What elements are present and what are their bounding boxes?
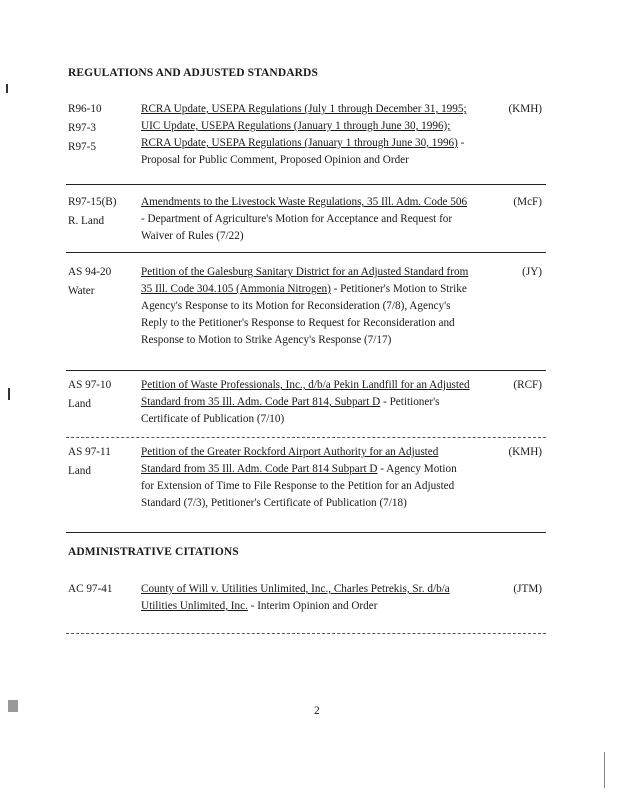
scan-speck	[604, 752, 605, 788]
entry-initials: (JTM)	[513, 583, 542, 595]
entry-description	[141, 264, 471, 349]
docket-ids	[68, 444, 138, 482]
divider	[66, 252, 546, 253]
divider	[66, 437, 546, 438]
entry-initials: (McF)	[513, 196, 542, 208]
docket-number: R97-3	[68, 122, 96, 134]
entry-action: - Petitioner's Motion to Strike Agency's Response to its Motion for Reconsideration (7/8), Agency's Reply to the Petitioner's Response to Request for Reconsideration and Response to Motion to Strike Agency's Response (7/17)	[141, 283, 467, 346]
entry-action: - Proposal for Public Comment, Proposed Opinion and Order	[141, 137, 465, 166]
entry-action: - Petitioner's Certificate of Publication (7/10)	[141, 396, 440, 425]
divider	[66, 370, 546, 371]
media-type: R. Land	[68, 215, 105, 227]
docket-number: R97-15(B)	[68, 196, 117, 208]
entry-description	[141, 101, 471, 169]
scan-speck	[8, 388, 10, 400]
scan-speck	[8, 700, 18, 712]
docket-ids	[68, 377, 138, 415]
entry-initials: (RCF)	[513, 379, 542, 391]
section-heading-administrative-citations: ADMINISTRATIVE CITATIONS	[68, 546, 239, 558]
entry-action: - Interim Opinion and Order	[247, 600, 378, 612]
docket-number: R97-5	[68, 141, 96, 153]
entry-description	[141, 581, 471, 615]
section-heading-regulations: REGULATIONS AND ADJUSTED STANDARDS	[68, 67, 318, 79]
entry-title: Petition of Waste Professionals, Inc., d/b/a Pekin Landfill for an Adjusted Standard from 35 Ill. Adm. Code Part 814, Subpart D	[141, 379, 470, 408]
entry-title: Amendments to the Livestock Waste Regulations, 35 Ill. Adm. Code 506	[141, 196, 468, 208]
docket-ids	[68, 264, 138, 302]
docket-number: AS 97-10	[68, 379, 112, 391]
divider	[66, 633, 546, 634]
entry-title: RCRA Update, USEPA Regulations (July 1 through December 31, 1995; UIC Update, USEPA Regulations (January 1 through June 30, 1996); RCRA Update, USEPA Regulations (January 1 through June 30, 1996)	[141, 103, 467, 149]
scan-speck	[6, 84, 8, 93]
media-type: Water	[68, 285, 95, 297]
docket-ids	[68, 581, 138, 600]
entry-description	[141, 194, 471, 245]
entry-description	[141, 377, 471, 428]
divider	[66, 184, 546, 185]
entry-action: - Agency Motion for Extension of Time to File Response to the Petition for an Adjusted Standard (7/3), Petitioner's Certificate of Publication (7/18)	[141, 463, 457, 509]
divider	[66, 532, 546, 533]
entry-action: - Department of Agriculture's Motion for Acceptance and Request for Waiver of Rules (7/22)	[141, 213, 453, 242]
docket-ids	[68, 194, 138, 232]
docket-ids	[68, 101, 138, 158]
page-number: 2	[314, 705, 320, 717]
entry-initials: (KMH)	[508, 446, 542, 458]
media-type: Land	[68, 465, 91, 477]
docket-number: AS 97-11	[68, 446, 111, 458]
entry-initials: (KMH)	[508, 103, 542, 115]
docket-number: R96-10	[68, 103, 102, 115]
media-type: Land	[68, 398, 91, 410]
entry-title: County of Will v. Utilities Unlimited, Inc., Charles Petrekis, Sr. d/b/a Utilities Unlimited, Inc.	[141, 583, 450, 612]
entry-title: Petition of the Greater Rockford Airport Authority for an Adjusted Standard from 35 Ill. Adm. Code Part 814 Subpart D	[141, 446, 439, 475]
docket-number: AS 94-20	[68, 266, 112, 278]
entry-description	[141, 444, 471, 512]
docket-number: AC 97-41	[68, 583, 113, 595]
entry-title: Petition of the Galesburg Sanitary District for an Adjusted Standard from 35 Ill. Code 304.105 (Ammonia Nitrogen)	[141, 266, 469, 295]
entry-initials: (JY)	[522, 266, 542, 278]
